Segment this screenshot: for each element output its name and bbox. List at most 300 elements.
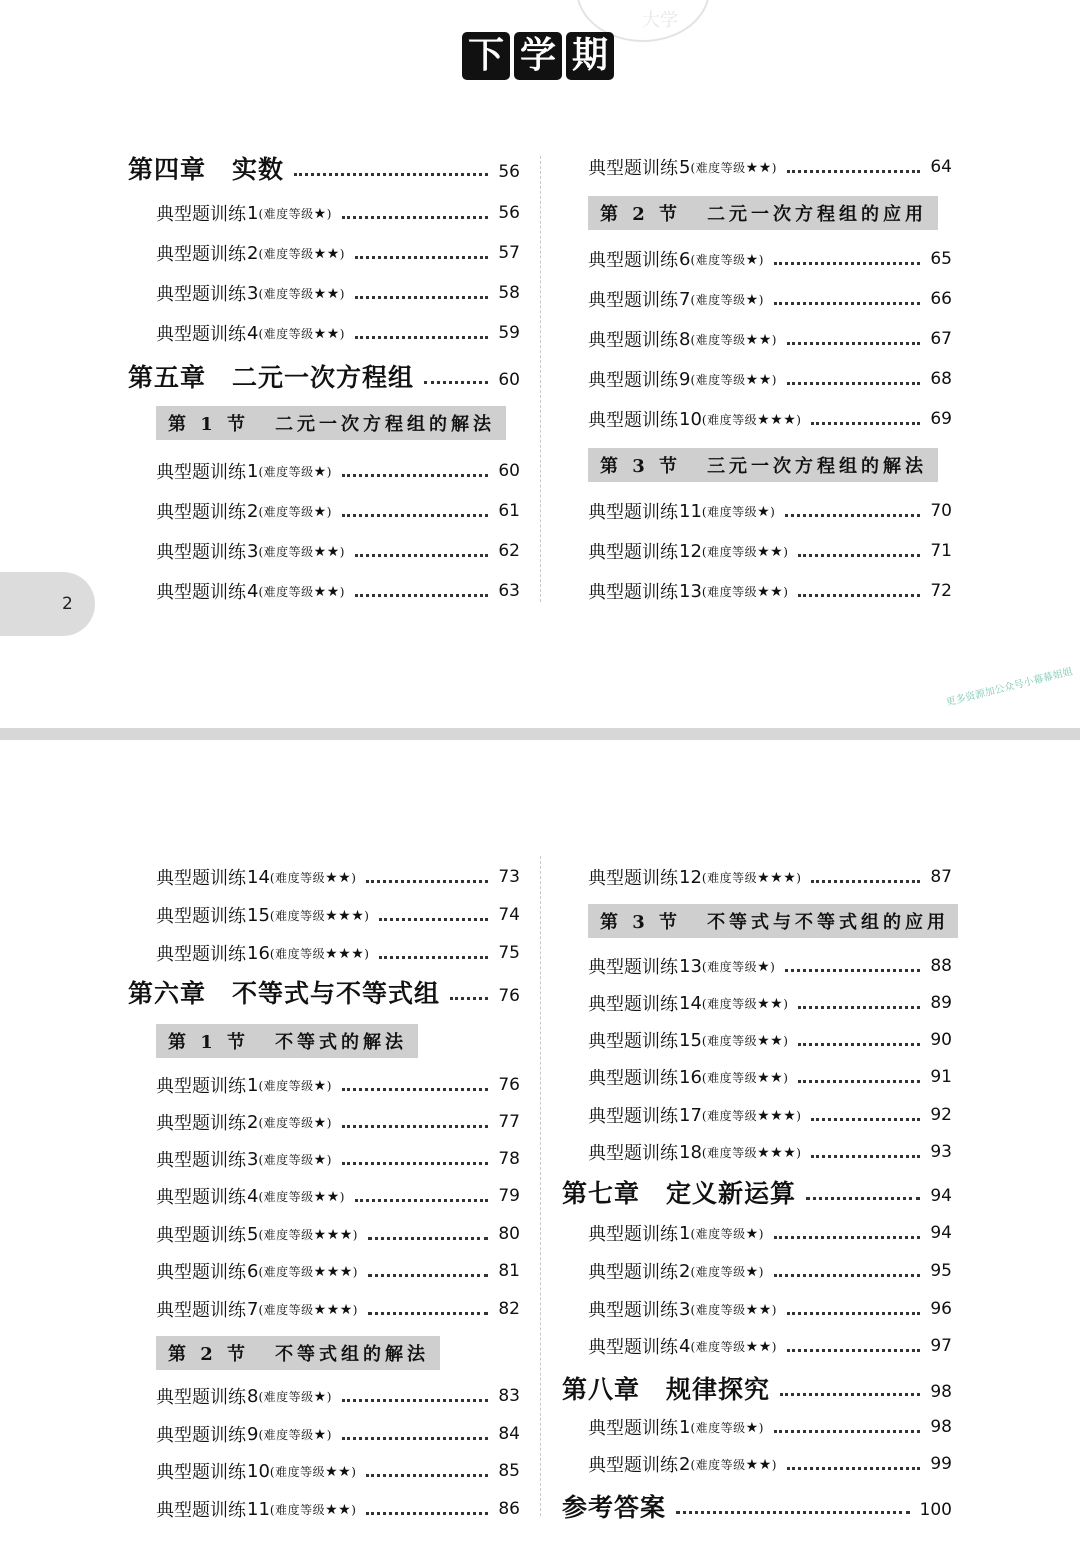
page-ref: 85 — [498, 1461, 520, 1481]
toc-entry[interactable] — [588, 576, 952, 606]
toc-entry[interactable] — [156, 1219, 520, 1249]
dot-leader — [294, 173, 488, 176]
difficulty-label — [690, 251, 763, 268]
page-ref: 98 — [930, 1417, 952, 1437]
entry-number: 13 — [679, 580, 702, 602]
section-heading[interactable] — [156, 1024, 418, 1058]
section-heading[interactable] — [588, 448, 938, 482]
entry-number: 6 — [679, 248, 691, 270]
toc-entry[interactable] — [588, 1331, 952, 1361]
difficulty-text: (难度等级 — [258, 1078, 314, 1093]
entry-number: 1 — [247, 202, 259, 224]
toc-entry[interactable] — [588, 1218, 952, 1248]
dot-leader — [780, 1393, 920, 1396]
difficulty-text: (难度等级 — [701, 504, 758, 519]
entry-name: 典型题训练 — [588, 957, 678, 978]
page-ref: 76 — [498, 1075, 520, 1095]
difficulty-label — [690, 159, 776, 176]
difficulty-close: ) — [758, 1264, 764, 1279]
difficulty-text: (难度等级 — [258, 584, 314, 599]
entry-name: 典型题训练 — [588, 370, 678, 391]
toc-entry[interactable] — [588, 364, 952, 394]
difficulty-text: (难度等级 — [701, 1070, 758, 1085]
difficulty-stars: ★ — [745, 1419, 759, 1436]
entry-name: 典型题训练 — [156, 1150, 246, 1171]
difficulty-close: ) — [364, 908, 370, 923]
dot-leader — [342, 474, 488, 477]
title-char-3: 期 — [566, 32, 614, 80]
dot-leader — [774, 1236, 920, 1239]
difficulty-label — [270, 1501, 356, 1518]
dot-leader — [342, 1399, 488, 1402]
difficulty-close: ) — [771, 1339, 777, 1354]
section-heading[interactable] — [588, 904, 958, 938]
difficulty-label — [702, 503, 775, 520]
seal-text: 大学 — [642, 10, 678, 31]
difficulty-stars: ★★★ — [325, 907, 365, 924]
page-ref: 87 — [930, 867, 952, 887]
toc-entry[interactable] — [588, 1256, 952, 1286]
difficulty-text: (难度等级 — [258, 286, 314, 301]
toc-entry[interactable] — [588, 1062, 952, 1092]
difficulty-label — [702, 543, 788, 560]
dot-leader — [379, 956, 488, 959]
chapter-heading[interactable] — [562, 1174, 952, 1210]
difficulty-close: ) — [783, 1070, 789, 1085]
difficulty-close: ) — [339, 544, 345, 559]
difficulty-text: (难度等级 — [690, 292, 746, 307]
toc-entry[interactable] — [156, 938, 520, 968]
section-label: 第 3 节 — [600, 912, 682, 933]
page-number-tab — [0, 572, 95, 636]
difficulty-stars: ★ — [745, 251, 759, 268]
entry-name: 典型题训练 — [588, 158, 678, 179]
entry-number: 8 — [247, 1385, 259, 1407]
entry-number: 2 — [679, 1453, 691, 1475]
entry-name: 典型题训练 — [588, 1455, 678, 1476]
difficulty-close: ) — [351, 1464, 357, 1479]
difficulty-text: (难度等级 — [701, 584, 758, 599]
entry-name: 典型题训练 — [588, 1068, 678, 1089]
difficulty-stars: ★★ — [757, 995, 784, 1012]
dot-leader — [798, 1043, 920, 1046]
page-ref: 57 — [498, 243, 520, 263]
difficulty-close: ) — [339, 584, 345, 599]
toc-entry[interactable] — [588, 1025, 952, 1055]
dot-leader — [379, 918, 488, 921]
entry-number: 4 — [679, 1335, 691, 1357]
difficulty-stars: ★★ — [313, 285, 340, 302]
difficulty-text: (难度等级 — [701, 1145, 758, 1160]
dot-leader — [798, 1006, 920, 1009]
difficulty-stars: ★★ — [313, 245, 340, 262]
entry-name: 典型题训练 — [156, 868, 246, 889]
dot-leader — [450, 997, 488, 1000]
difficulty-stars: ★ — [745, 291, 759, 308]
entry-name: 典型题训练 — [588, 290, 678, 311]
difficulty-close: ) — [758, 292, 764, 307]
dot-leader — [798, 554, 920, 557]
toc-entry[interactable] — [156, 1494, 520, 1524]
difficulty-stars: ★ — [313, 463, 327, 480]
difficulty-label — [702, 995, 788, 1012]
page-ref: 77 — [498, 1112, 520, 1132]
difficulty-text: (难度等级 — [258, 544, 314, 559]
entry-number: 7 — [679, 288, 691, 310]
difficulty-label — [690, 371, 776, 388]
entry-name: 典型题训练 — [588, 1337, 678, 1358]
difficulty-stars: ★★★ — [313, 1226, 353, 1243]
difficulty-label — [690, 1338, 776, 1355]
dot-leader — [787, 382, 920, 385]
difficulty-label — [258, 1226, 358, 1243]
difficulty-close: ) — [783, 1033, 789, 1048]
dot-leader — [366, 1512, 488, 1515]
difficulty-close: ) — [770, 504, 776, 519]
difficulty-close: ) — [339, 326, 345, 341]
entry-name: 典型题训练 — [156, 944, 246, 965]
toc-entry[interactable] — [588, 404, 952, 434]
entry-name: 典型题训练 — [156, 1187, 246, 1208]
page-ref: 58 — [498, 283, 520, 303]
toc-entry[interactable] — [156, 238, 520, 268]
difficulty-stars: ★★★ — [325, 945, 365, 962]
chapter-title: 不等式与不等式组 — [232, 979, 441, 1008]
difficulty-close: ) — [326, 206, 332, 221]
difficulty-close: ) — [771, 160, 777, 175]
entry-number: 16 — [679, 1066, 702, 1088]
toc-entry[interactable] — [156, 496, 520, 526]
toc-entry[interactable] — [588, 1412, 952, 1442]
dot-leader — [342, 514, 488, 517]
page-ref: 80 — [498, 1224, 520, 1244]
toc-entry[interactable] — [588, 1100, 952, 1130]
page-ref: 59 — [498, 323, 520, 343]
difficulty-label — [702, 1144, 802, 1161]
entry-number: 4 — [247, 580, 259, 602]
dot-leader — [676, 1511, 910, 1514]
chapter-heading[interactable] — [128, 150, 520, 186]
chapter-title: 定义新运算 — [666, 1179, 797, 1208]
entry-number: 18 — [679, 1141, 702, 1163]
dot-leader — [355, 256, 488, 259]
difficulty-text: (难度等级 — [690, 160, 746, 175]
entry-number: 11 — [679, 500, 702, 522]
page-ref: 98 — [930, 1382, 952, 1402]
entry-number: 11 — [247, 1498, 270, 1520]
difficulty-label — [690, 1263, 763, 1280]
chapter-label: 参考答案 — [562, 1493, 667, 1522]
difficulty-text: (难度等级 — [690, 1457, 746, 1472]
toc-entry[interactable] — [156, 278, 520, 308]
difficulty-text: (难度等级 — [269, 946, 326, 961]
chapter-label: 第四章 — [128, 155, 207, 184]
dot-leader — [785, 969, 920, 972]
difficulty-stars: ★★ — [757, 583, 784, 600]
difficulty-label — [690, 1301, 776, 1318]
toc-entry[interactable] — [588, 536, 952, 566]
difficulty-close: ) — [364, 946, 370, 961]
chapter-label: 第七章 — [562, 1179, 641, 1208]
chapter-label: 第八章 — [562, 1375, 641, 1404]
section-title: 二元一次方程组的应用 — [707, 204, 928, 225]
entry-name: 典型题训练 — [588, 868, 678, 889]
dot-leader — [355, 1199, 488, 1202]
dot-leader — [366, 1474, 488, 1477]
difficulty-text: (难度等级 — [258, 1189, 314, 1204]
section-label: 第 2 节 — [600, 204, 682, 225]
entry-name: 典型题训练 — [156, 244, 246, 265]
difficulty-text: (难度等级 — [258, 1264, 314, 1279]
difficulty-close: ) — [783, 544, 789, 559]
difficulty-text: (难度等级 — [269, 870, 326, 885]
entry-name: 典型题训练 — [156, 462, 246, 483]
chapter-heading[interactable] — [562, 1370, 952, 1406]
toc-entry[interactable] — [156, 1419, 520, 1449]
page-ref: 56 — [498, 203, 520, 223]
dot-leader — [811, 880, 920, 883]
difficulty-stars: ★★ — [745, 371, 772, 388]
difficulty-close: ) — [758, 252, 764, 267]
difficulty-close: ) — [339, 246, 345, 261]
toc-entry[interactable] — [588, 496, 952, 526]
entry-name: 典型题训练 — [588, 994, 678, 1015]
toc-entry[interactable] — [156, 1256, 520, 1286]
chapter-title: 二元一次方程组 — [232, 363, 415, 392]
page-ref: 93 — [930, 1142, 952, 1162]
difficulty-close: ) — [783, 584, 789, 599]
difficulty-stars: ★★ — [745, 331, 772, 348]
difficulty-close: ) — [771, 332, 777, 347]
toc-entry[interactable] — [156, 1456, 520, 1486]
entry-number: 3 — [247, 1148, 259, 1170]
chapter-heading[interactable] — [128, 974, 520, 1010]
difficulty-label — [270, 869, 356, 886]
page-ref: 84 — [498, 1424, 520, 1444]
toc-entry[interactable] — [588, 1137, 952, 1167]
difficulty-close: ) — [326, 1115, 332, 1130]
difficulty-stars: ★★ — [325, 1501, 352, 1518]
entry-name: 典型题训练 — [588, 1418, 678, 1439]
page-ref: 95 — [930, 1261, 952, 1281]
page-ref: 60 — [498, 370, 520, 390]
toc-entry[interactable] — [156, 576, 520, 606]
toc-entry[interactable] — [588, 284, 952, 314]
difficulty-label — [258, 1188, 344, 1205]
entry-number: 3 — [247, 282, 259, 304]
difficulty-text: (难度等级 — [269, 1502, 326, 1517]
watermark: 更多资源加公众号小幕幕姐姐 — [944, 666, 1074, 709]
section-heading[interactable] — [156, 1336, 440, 1370]
difficulty-stars: ★ — [757, 958, 771, 975]
entry-name: 典型题训练 — [588, 1031, 678, 1052]
page-ref: 78 — [498, 1149, 520, 1169]
difficulty-text: (难度等级 — [690, 1226, 746, 1241]
difficulty-close: ) — [352, 1302, 358, 1317]
toc-entry[interactable] — [156, 318, 520, 348]
page-ref: 99 — [930, 1454, 952, 1474]
difficulty-label — [258, 1151, 331, 1168]
toc-entry[interactable] — [156, 198, 520, 228]
chapter-label: 第五章 — [128, 363, 207, 392]
toc-entry[interactable] — [156, 1294, 520, 1324]
page-ref: 92 — [930, 1105, 952, 1125]
entry-number: 17 — [679, 1104, 702, 1126]
toc-entry[interactable] — [588, 1449, 952, 1479]
entry-number: 12 — [679, 866, 702, 888]
entry-number: 14 — [679, 992, 702, 1014]
difficulty-label — [690, 1419, 763, 1436]
toc-entry[interactable] — [156, 1181, 520, 1211]
section-heading[interactable] — [588, 196, 938, 230]
entry-number: 15 — [679, 1029, 702, 1051]
difficulty-close: ) — [771, 1457, 777, 1472]
difficulty-close: ) — [326, 1389, 332, 1404]
toc-entry[interactable] — [588, 862, 952, 892]
entry-name: 典型题训练 — [156, 1425, 246, 1446]
difficulty-close: ) — [796, 1145, 802, 1160]
dot-leader — [774, 302, 920, 305]
toc-entry[interactable] — [156, 1144, 520, 1174]
entry-name: 典型题训练 — [156, 1500, 246, 1521]
page-ref: 56 — [498, 162, 520, 182]
page-ref: 94 — [930, 1186, 952, 1206]
entry-name: 典型题训练 — [588, 330, 678, 351]
page-ref: 91 — [930, 1067, 952, 1087]
toc-entry[interactable] — [588, 324, 952, 354]
dot-leader — [355, 336, 488, 339]
difficulty-text: (难度等级 — [258, 504, 314, 519]
difficulty-label — [702, 869, 802, 886]
entry-number: 1 — [247, 1074, 259, 1096]
difficulty-text: (难度等级 — [258, 1302, 314, 1317]
difficulty-stars: ★★ — [325, 869, 352, 886]
entry-name: 典型题训练 — [156, 582, 246, 603]
entry-number: 2 — [247, 242, 259, 264]
difficulty-text: (难度等级 — [258, 1427, 314, 1442]
entry-number: 6 — [247, 1260, 259, 1282]
entry-name: 典型题训练 — [588, 502, 678, 523]
difficulty-close: ) — [326, 1078, 332, 1093]
toc-entry[interactable] — [156, 1107, 520, 1137]
dot-leader — [355, 296, 488, 299]
entry-name: 典型题训练 — [156, 906, 246, 927]
toc-entry[interactable] — [156, 862, 520, 892]
toc-entry[interactable] — [156, 456, 520, 486]
difficulty-stars: ★★ — [745, 1456, 772, 1473]
page-ref: 71 — [930, 541, 952, 561]
toc-entry[interactable] — [588, 152, 952, 182]
toc-entry[interactable] — [588, 1294, 952, 1324]
entry-number: 2 — [247, 500, 259, 522]
toc-entry[interactable] — [588, 988, 952, 1018]
difficulty-label — [690, 291, 763, 308]
section-title: 不等式组的解法 — [275, 1344, 430, 1365]
dot-leader — [342, 1125, 488, 1128]
toc-entry[interactable] — [156, 1070, 520, 1100]
dot-leader — [355, 554, 488, 557]
entry-name: 典型题训练 — [156, 502, 246, 523]
toc-page-bottom — [0, 740, 1080, 1564]
toc-entry[interactable] — [156, 1381, 520, 1411]
difficulty-text: (难度等级 — [258, 1115, 314, 1130]
chapter-heading[interactable] — [128, 358, 520, 394]
page-ref: 65 — [930, 249, 952, 269]
difficulty-label — [258, 1077, 331, 1094]
difficulty-stars: ★ — [313, 205, 327, 222]
difficulty-stars: ★★★ — [757, 1144, 797, 1161]
difficulty-label — [270, 945, 370, 962]
difficulty-close: ) — [796, 412, 802, 427]
column-divider — [540, 156, 541, 602]
entry-name: 典型题训练 — [588, 1143, 678, 1164]
dot-leader — [798, 1080, 920, 1083]
page-ref: 79 — [498, 1186, 520, 1206]
entry-number: 4 — [247, 322, 259, 344]
difficulty-label — [702, 1032, 788, 1049]
section-heading[interactable] — [156, 406, 506, 440]
difficulty-text: (难度等级 — [690, 252, 746, 267]
dot-leader — [787, 170, 920, 173]
toc-entry[interactable] — [588, 951, 952, 981]
entry-number: 2 — [679, 1260, 691, 1282]
dot-leader — [368, 1312, 488, 1315]
dot-leader — [342, 216, 488, 219]
difficulty-close: ) — [339, 286, 345, 301]
difficulty-stars: ★★ — [745, 1338, 772, 1355]
difficulty-stars: ★★ — [325, 1463, 352, 1480]
difficulty-text: (难度等级 — [269, 1464, 326, 1479]
difficulty-text: (难度等级 — [690, 1264, 746, 1279]
difficulty-stars: ★ — [313, 1114, 327, 1131]
difficulty-text: (难度等级 — [701, 544, 758, 559]
dot-leader — [811, 422, 920, 425]
difficulty-label — [270, 1463, 356, 1480]
difficulty-stars: ★ — [313, 1388, 327, 1405]
page-ref: 64 — [930, 157, 952, 177]
dot-leader — [774, 262, 920, 265]
section-label: 第 2 节 — [168, 1344, 250, 1365]
difficulty-close: ) — [326, 1427, 332, 1442]
entry-name: 典型题训练 — [156, 1387, 246, 1408]
dot-leader — [787, 1467, 920, 1470]
difficulty-text: (难度等级 — [701, 412, 758, 427]
page-ref: 90 — [930, 1030, 952, 1050]
toc-entry[interactable] — [156, 900, 520, 930]
difficulty-label — [258, 1114, 331, 1131]
page-ref: 74 — [498, 905, 520, 925]
toc-entry[interactable] — [588, 244, 952, 274]
chapter-heading[interactable] — [562, 1488, 952, 1524]
difficulty-label — [690, 331, 776, 348]
difficulty-label — [258, 583, 344, 600]
column-divider — [540, 856, 541, 1516]
dot-leader — [811, 1118, 920, 1121]
difficulty-close: ) — [770, 959, 776, 974]
page-gap — [0, 728, 1080, 740]
toc-entry[interactable] — [156, 536, 520, 566]
difficulty-label — [258, 503, 331, 520]
entry-number: 8 — [679, 328, 691, 350]
entry-number: 9 — [247, 1423, 259, 1445]
entry-number: 12 — [679, 540, 702, 562]
dot-leader — [368, 1237, 488, 1240]
page-ref: 60 — [498, 461, 520, 481]
difficulty-stars: ★★★ — [757, 869, 797, 886]
difficulty-close: ) — [351, 870, 357, 885]
difficulty-label — [258, 543, 344, 560]
section-title: 二元一次方程组的解法 — [275, 414, 496, 435]
